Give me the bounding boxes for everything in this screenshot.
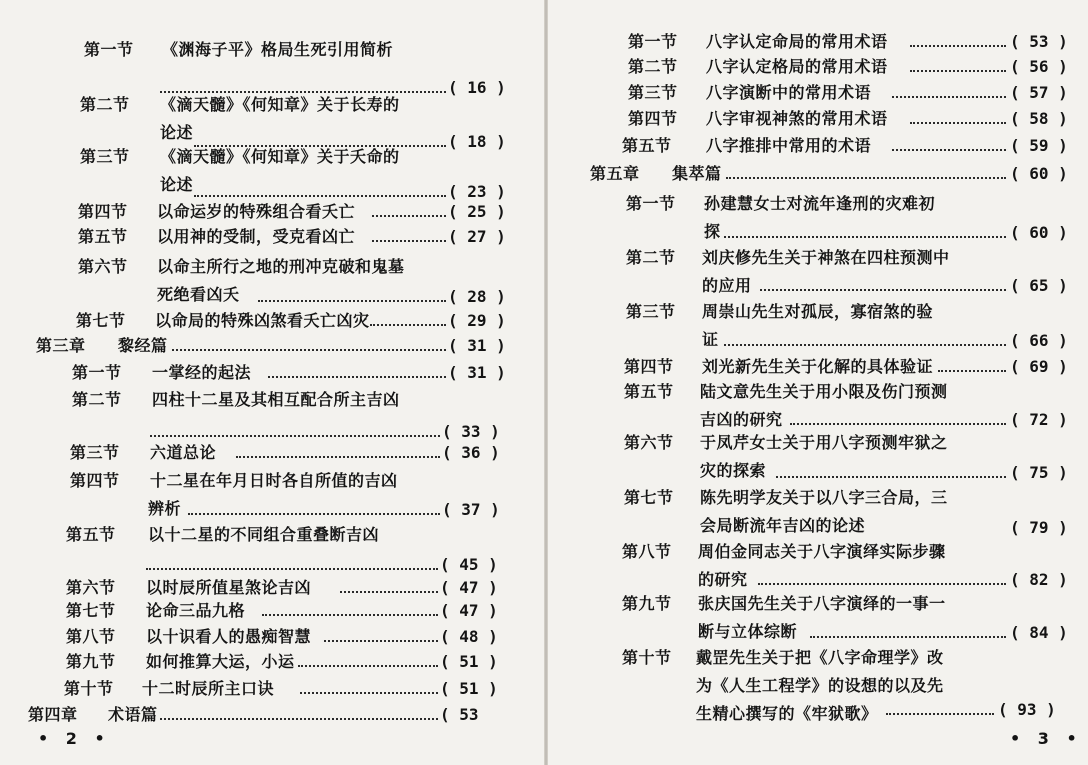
dot-leader	[146, 568, 438, 570]
entry-title-continuation: 探	[704, 222, 721, 241]
entry-page-number: ( 16 )	[448, 78, 506, 97]
dot-leader	[370, 324, 446, 326]
entry-page-number: ( 31 )	[448, 336, 506, 355]
entry-title: 戴罡先生关于把《八字命理学》改	[696, 648, 944, 667]
toc-entry[interactable]	[76, 310, 370, 332]
entry-title-continuation: 的研究	[698, 570, 748, 589]
entry-title: 黎经篇	[118, 336, 168, 355]
entry-page-number: ( 82 )	[1010, 570, 1068, 589]
entry-title: 以用神的受制，受克看凶亡	[157, 227, 356, 246]
dot-leader	[892, 149, 1006, 151]
entry-title-continuation: 为《人生工程学》的设想的以及先	[696, 676, 944, 695]
entry-page-number: ( 33 )	[442, 422, 500, 441]
dot-leader	[262, 614, 438, 616]
toc-entry[interactable]	[28, 704, 158, 726]
entry-title: 四柱十二星及其相互配合所主吉凶	[152, 390, 400, 409]
right-page	[548, 0, 1088, 765]
entry-title: 如何推算大运，小运	[146, 652, 295, 671]
dot-leader	[372, 215, 446, 217]
entry-title: 集萃篇	[672, 164, 722, 183]
entry-label: 第十节	[64, 679, 114, 698]
toc-entry[interactable]	[72, 362, 252, 384]
entry-page-number: ( 53 )	[1010, 32, 1068, 51]
page-folio: • 3 •	[1010, 729, 1083, 748]
entry-label: 第二节	[628, 57, 678, 76]
dot-leader	[724, 236, 1006, 238]
entry-label: 第九节	[66, 652, 116, 671]
entry-label: 第四节	[628, 109, 678, 128]
entry-page-number: ( 51 )	[440, 679, 498, 698]
entry-page-number: ( 66 )	[1010, 331, 1068, 350]
entry-title: 以时辰所值星煞论吉凶	[146, 578, 312, 597]
entry-title: 周伯金同志关于八字演绎实际步骤	[698, 542, 946, 561]
entry-title: 八字演断中的常用术语	[706, 83, 872, 102]
entry-page-number: ( 93 )	[998, 700, 1056, 719]
entry-page-number: ( 56 )	[1010, 57, 1068, 76]
entry-title: 十二星在年月日时各自所值的吉凶	[150, 471, 398, 490]
entry-title-continuation: 断与立体综断	[698, 622, 798, 641]
dot-leader	[910, 122, 1006, 124]
toc-entry[interactable]	[624, 381, 948, 403]
entry-label: 第九节	[622, 594, 672, 613]
dot-leader	[790, 423, 1006, 425]
toc-entry[interactable]	[70, 470, 398, 492]
entry-title: 周崇山先生对孤辰，寡宿煞的验	[702, 302, 934, 321]
entry-title: 陈先明学友关于以八字三合局，三	[700, 488, 948, 507]
dot-leader	[236, 456, 440, 458]
entry-label: 第一节	[72, 363, 122, 382]
entry-title: 以命局的特殊凶煞看夭亡凶灾	[155, 311, 370, 330]
entry-title: 以十识看人的愚痴智慧	[146, 627, 312, 646]
entry-page-number: ( 60 )	[1010, 223, 1068, 242]
toc-entry[interactable]	[628, 31, 888, 53]
entry-label: 第六节	[66, 578, 116, 597]
entry-title-continuation: 论述	[160, 123, 194, 142]
entry-title-continuation: 生精心撰写的《牢狱歌》	[696, 704, 878, 723]
entry-title-continuation: 吉凶的研究	[700, 410, 783, 429]
toc-entry[interactable]	[66, 626, 312, 648]
entry-label: 第三节	[628, 83, 678, 102]
entry-label: 第二节	[72, 390, 122, 409]
entry-page-number: ( 37 )	[442, 500, 500, 519]
toc-entry[interactable]	[64, 678, 275, 700]
entry-title-continuation: 死绝看凶夭	[157, 285, 240, 304]
entry-label: 第四章	[28, 705, 78, 724]
entry-label: 第三节	[626, 302, 676, 321]
entry-label: 第八节	[622, 542, 672, 561]
entry-title: 论命三品九格	[146, 601, 246, 620]
entry-label: 第七节	[66, 601, 116, 620]
toc-entry[interactable]	[66, 651, 295, 673]
toc-entry[interactable]	[78, 201, 356, 223]
entry-page-number: ( 29 )	[448, 311, 506, 330]
dot-leader	[258, 300, 446, 302]
toc-entry[interactable]	[624, 432, 948, 454]
dot-leader	[372, 240, 446, 242]
entry-page-number: ( 18 )	[448, 132, 506, 151]
toc-entry[interactable]	[624, 356, 934, 378]
dot-leader	[340, 591, 438, 593]
entry-label: 第一节	[626, 194, 676, 213]
dot-leader	[760, 289, 1006, 291]
entry-label: 第五节	[622, 136, 672, 155]
entry-label: 第四节	[78, 202, 128, 221]
toc-entry[interactable]	[66, 524, 380, 546]
entry-title: 陆文意先生关于用小限及伤门预测	[700, 382, 948, 401]
entry-label: 第七节	[624, 488, 674, 507]
dot-leader	[194, 195, 446, 197]
entry-title: 八字推排中常用的术语	[706, 136, 872, 155]
toc-entry[interactable]	[80, 146, 400, 168]
toc-entry[interactable]	[72, 389, 400, 411]
entry-page-number: ( 36 )	[442, 443, 500, 462]
toc-entry[interactable]	[590, 163, 722, 185]
dot-leader	[910, 70, 1006, 72]
toc-entry[interactable]	[66, 600, 246, 622]
dot-leader	[150, 435, 440, 437]
entry-label: 第二节	[80, 95, 130, 114]
entry-title: 以命运岁的特殊组合看夭亡	[157, 202, 356, 221]
dot-leader	[188, 513, 440, 515]
entry-page-number: ( 69 )	[1010, 357, 1068, 376]
entry-title: 《滴天髓》《何知章》关于夭命的	[160, 147, 400, 166]
entry-page-number: ( 65 )	[1010, 276, 1068, 295]
entry-page-number: ( 72 )	[1010, 410, 1068, 429]
entry-title: 于凤芹女士关于用八字预测牢狱之	[700, 433, 948, 452]
entry-label: 第三章	[36, 336, 86, 355]
dot-leader	[910, 45, 1006, 47]
dot-leader	[268, 376, 446, 378]
toc-entry[interactable]	[66, 577, 312, 599]
entry-label: 第五节	[66, 525, 116, 544]
entry-title-continuation: 灾的探索	[700, 461, 767, 480]
toc-entry[interactable]	[78, 226, 356, 248]
entry-page-number: ( 31 )	[448, 363, 506, 382]
toc-entry[interactable]	[628, 56, 888, 78]
entry-label: 第四节	[624, 357, 674, 376]
entry-label: 第二节	[626, 248, 676, 267]
dot-leader	[160, 91, 446, 93]
entry-label: 第五章	[590, 164, 640, 183]
entry-page-number: ( 58 )	[1010, 109, 1068, 128]
entry-label: 第一节	[84, 40, 134, 59]
entry-page-number: ( 27 )	[448, 227, 506, 246]
toc-entry[interactable]	[36, 335, 168, 357]
entry-label: 第四节	[70, 471, 120, 490]
dot-leader	[938, 370, 1006, 372]
toc-entry[interactable]	[622, 593, 946, 615]
entry-label: 第六节	[624, 433, 674, 452]
entry-page-number: ( 84 )	[1010, 623, 1068, 642]
entry-title: 八字审视神煞的常用术语	[706, 109, 888, 128]
toc-entry[interactable]	[622, 647, 944, 669]
entry-title: 《滴天髓》《何知章》关于长寿的	[160, 95, 400, 114]
dot-leader	[298, 665, 438, 667]
toc-entry[interactable]	[626, 301, 934, 323]
entry-title: 六道总论	[150, 443, 217, 462]
entry-title: 以十二星的不同组合重叠断吉凶	[148, 525, 380, 544]
dot-leader	[892, 96, 1006, 98]
toc-entry[interactable]	[78, 256, 405, 278]
toc-entry[interactable]	[628, 108, 888, 130]
entry-label: 第十节	[622, 648, 672, 667]
entry-label: 第五节	[78, 227, 128, 246]
entry-page-number: ( 51 )	[440, 652, 498, 671]
entry-page-number: ( 57 )	[1010, 83, 1068, 102]
entry-title: 十二时辰所主口诀	[142, 679, 275, 698]
entry-page-number: ( 59 )	[1010, 136, 1068, 155]
entry-page-number: ( 60 )	[1010, 164, 1068, 183]
toc-entry[interactable]	[70, 442, 217, 464]
dot-leader	[172, 349, 446, 351]
dot-leader	[724, 344, 1006, 346]
toc-entry[interactable]	[624, 487, 948, 509]
entry-page-number: ( 75 )	[1010, 463, 1068, 482]
entry-label: 第七节	[76, 311, 126, 330]
entry-title-continuation: 证	[702, 330, 719, 349]
entry-title: 以命主所行之地的刑冲克破和鬼墓	[157, 257, 405, 276]
entry-title: 《渊海子平》格局生死引用简析	[162, 40, 394, 59]
dot-leader	[886, 713, 994, 715]
entry-page-number: ( 47 )	[440, 578, 498, 597]
dot-leader	[726, 177, 1006, 179]
page-folio: • 2 •	[38, 729, 111, 748]
dot-leader	[810, 636, 1006, 638]
entry-page-number: ( 45 )	[440, 555, 498, 574]
entry-title: 刘庆修先生关于神煞在四柱预测中	[702, 248, 950, 267]
entry-label: 第八节	[66, 627, 116, 646]
dot-leader	[776, 476, 1006, 478]
entry-page-number: ( 25 )	[448, 202, 506, 221]
entry-label: 第三节	[70, 443, 120, 462]
entry-page-number: ( 53	[440, 705, 479, 724]
entry-title: 一掌经的起法	[152, 363, 252, 382]
entry-label: 第五节	[624, 382, 674, 401]
entry-page-number: ( 28 )	[448, 287, 506, 306]
entry-title: 孙建慧女士对流年逢刑的灾难初	[704, 194, 936, 213]
entry-page-number: ( 47 )	[440, 601, 498, 620]
entry-label: 第三节	[80, 147, 130, 166]
entry-title-continuation: 论述	[160, 175, 194, 194]
toc-entry[interactable]	[626, 193, 936, 215]
entry-title-continuation: 会局断流年吉凶的论述	[700, 516, 866, 535]
entry-title: 八字认定命局的常用术语	[706, 32, 888, 51]
entry-page-number: ( 48 )	[440, 627, 498, 646]
entry-label: 第一节	[628, 32, 678, 51]
dot-leader	[300, 692, 438, 694]
entry-title-continuation: 辨析	[148, 499, 182, 518]
toc-entry[interactable]	[80, 94, 400, 116]
dot-leader	[324, 640, 438, 642]
entry-title: 张庆国先生关于八字演绎的一事一	[698, 594, 946, 613]
entry-title: 刘光新先生关于化解的具体验证	[702, 357, 934, 376]
entry-title: 八字认定格局的常用术语	[706, 57, 888, 76]
toc-entry[interactable]	[84, 39, 394, 61]
entry-label: 第六节	[78, 257, 128, 276]
entry-page-number: ( 23 )	[448, 182, 506, 201]
entry-page-number: ( 79 )	[1010, 518, 1068, 537]
toc-entry[interactable]	[622, 541, 946, 563]
toc-entry[interactable]	[622, 135, 872, 157]
dot-leader	[758, 583, 1006, 585]
dot-leader	[160, 718, 438, 720]
toc-entry[interactable]	[628, 82, 872, 104]
entry-title: 术语篇	[108, 705, 158, 724]
entry-title-continuation: 的应用	[702, 276, 752, 295]
toc-entry[interactable]	[626, 247, 950, 269]
